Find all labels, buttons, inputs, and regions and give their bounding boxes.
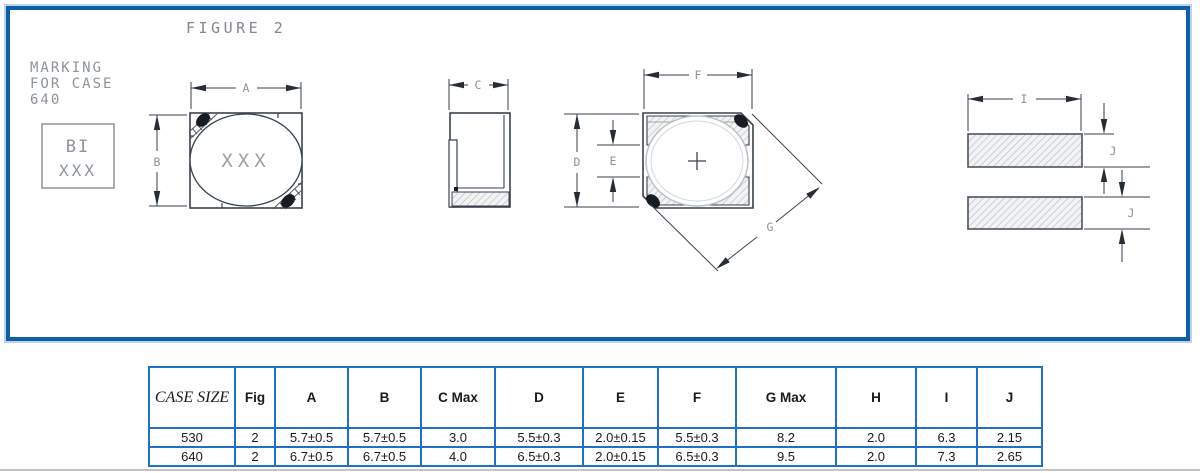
col-header-b: B xyxy=(348,367,421,428)
marking-box-line2: XXX xyxy=(59,161,97,180)
cell: 5.5±0.3 xyxy=(658,428,736,447)
col-header-fig: Fig xyxy=(235,367,275,428)
dim-label-j-top: J xyxy=(1109,144,1117,158)
dim-label-c: C xyxy=(474,78,482,92)
dim-label-b: B xyxy=(153,155,161,169)
table-header-row xyxy=(149,367,1042,428)
dim-label-i: I xyxy=(1020,92,1028,106)
cell: 9.5 xyxy=(736,447,836,466)
cell: 6.7±0.5 xyxy=(348,447,421,466)
dim-label-a: A xyxy=(242,81,250,95)
cell: 2.15 xyxy=(977,428,1042,447)
cell: 530 xyxy=(149,428,235,447)
cell: 5.7±0.5 xyxy=(348,428,421,447)
side-view xyxy=(449,113,510,207)
cell: 5.7±0.5 xyxy=(275,428,348,447)
dim-e xyxy=(597,120,640,202)
dim-j-top xyxy=(1084,103,1150,194)
cell: 640 xyxy=(149,447,235,466)
part-marking-text: XXX xyxy=(221,150,271,172)
col-header-g-max: G Max xyxy=(736,367,836,428)
dim-label-f: F xyxy=(694,68,702,82)
cell: 2.0±0.15 xyxy=(583,428,658,447)
dimensions-table xyxy=(148,366,1043,467)
marking-box-line1: BI xyxy=(65,137,91,157)
cell: 7.3 xyxy=(916,447,977,466)
cell: 8.2 xyxy=(736,428,836,447)
marking-box xyxy=(42,124,114,188)
marking-note-line1: MARKING xyxy=(30,60,104,76)
dim-label-e: E xyxy=(609,154,617,168)
figure-title: FIGURE 2 xyxy=(186,19,287,37)
col-header-d: D xyxy=(495,367,583,428)
land-pad-bottom xyxy=(968,197,1082,229)
dim-label-j-bottom: J xyxy=(1127,206,1135,220)
table-row-530 xyxy=(149,428,1042,447)
cell: 4.0 xyxy=(421,447,495,466)
cell: 2 xyxy=(235,428,275,447)
table-row-640 xyxy=(149,447,1042,466)
cell: 2.0 xyxy=(836,428,916,447)
cell: 6.5±0.3 xyxy=(658,447,736,466)
col-header-f: F xyxy=(658,367,736,428)
cell: 6.5±0.3 xyxy=(495,447,583,466)
marking-note-line3: 640 xyxy=(30,92,62,108)
cell: 2.0±0.15 xyxy=(583,447,658,466)
dim-j-bottom xyxy=(1084,170,1150,262)
col-header-a: A xyxy=(275,367,348,428)
col-header-e: E xyxy=(583,367,658,428)
col-header-i: I xyxy=(916,367,977,428)
land-pattern xyxy=(968,134,1082,229)
cell: 6.7±0.5 xyxy=(275,447,348,466)
cell: 2 xyxy=(235,447,275,466)
cell: 3.0 xyxy=(421,428,495,447)
bottom-view xyxy=(643,112,753,211)
cell: 5.5±0.3 xyxy=(495,428,583,447)
marking-note-line2: FOR CASE xyxy=(30,76,114,92)
dim-label-d: D xyxy=(573,155,581,169)
cell: 2.65 xyxy=(977,447,1042,466)
col-header-j: J xyxy=(977,367,1042,428)
dim-label-g: G xyxy=(766,220,774,234)
cell: 2.0 xyxy=(836,447,916,466)
land-pad-top xyxy=(968,134,1082,167)
col-header-h: H xyxy=(836,367,916,428)
cell: 6.3 xyxy=(916,428,977,447)
page-divider xyxy=(0,469,1200,471)
col-header-c-max: C Max xyxy=(421,367,495,428)
col-header-case-size: CASE SIZE xyxy=(149,367,235,428)
